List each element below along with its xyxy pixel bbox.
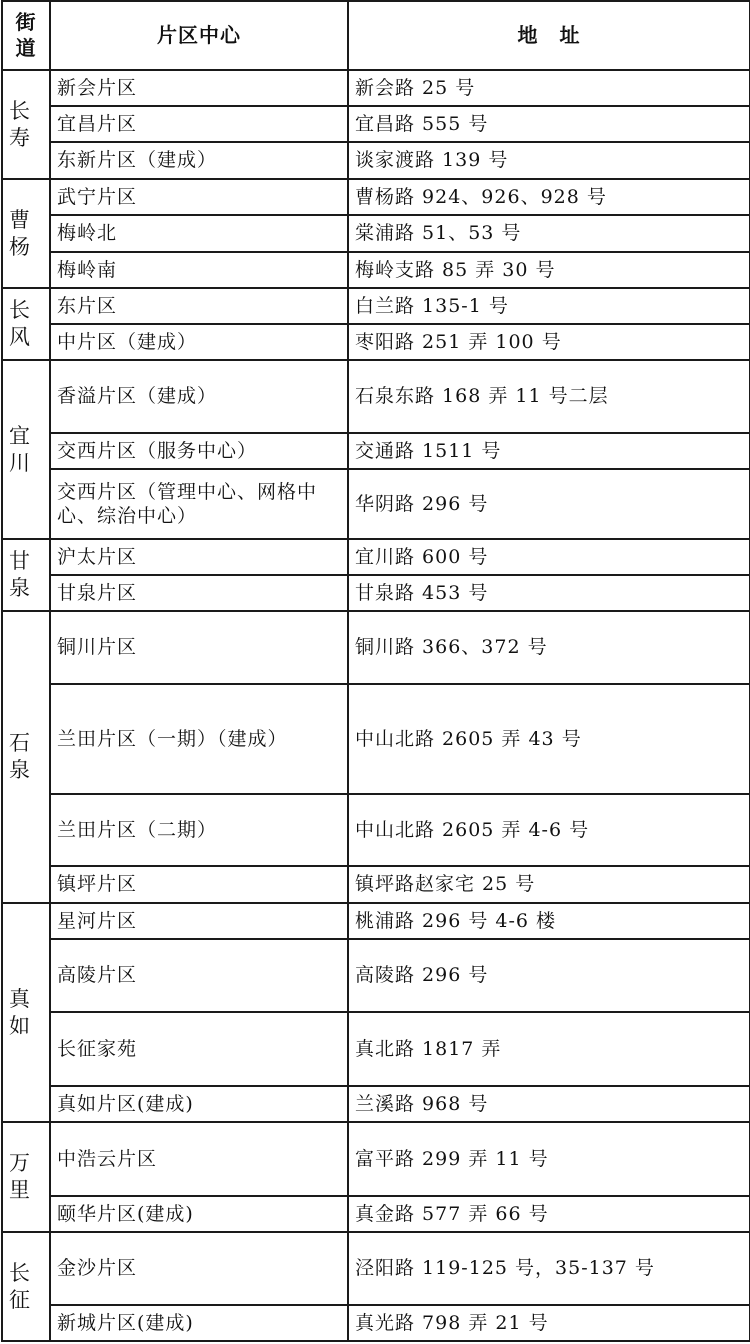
street-name: 曹杨 — [2, 179, 50, 288]
center-name: 颐华片区(建成) — [50, 1196, 348, 1232]
center-name: 新城片区(建成) — [50, 1305, 348, 1341]
table-row — [2, 1305, 750, 1341]
street-name: 真如 — [2, 903, 50, 1122]
address: 甘泉路 453 号 — [348, 575, 750, 611]
address: 交通路 1511 号 — [348, 433, 750, 469]
table-row — [2, 433, 750, 469]
address: 棠浦路 51、53 号 — [348, 215, 750, 252]
table-row — [2, 288, 750, 324]
center-name: 梅岭北 — [50, 215, 348, 252]
table-row — [2, 70, 750, 106]
center-name: 东片区 — [50, 288, 348, 324]
address: 谈家渡路 139 号 — [348, 142, 750, 179]
center-name: 新会片区 — [50, 70, 348, 106]
table-row — [2, 215, 750, 252]
street-name: 宜川 — [2, 360, 50, 539]
table-row — [2, 142, 750, 179]
center-name: 铜川片区 — [50, 611, 348, 684]
table-row — [2, 324, 750, 360]
street-name: 甘泉 — [2, 539, 50, 611]
address: 泾阳路 119-125 号，35-137 号 — [348, 1232, 750, 1305]
center-name: 中片区（建成） — [50, 324, 348, 360]
table-row — [2, 684, 750, 794]
address: 梅岭支路 85 弄 30 号 — [348, 252, 750, 288]
address: 真金路 577 弄 66 号 — [348, 1196, 750, 1232]
table-row — [2, 1232, 750, 1305]
center-name: 真如片区(建成) — [50, 1086, 348, 1122]
center-name: 高陵片区 — [50, 939, 348, 1012]
address: 兰溪路 968 号 — [348, 1086, 750, 1122]
table-row — [2, 939, 750, 1012]
street-name: 万里 — [2, 1122, 50, 1232]
street-name: 石泉 — [2, 611, 50, 903]
header-address: 地 址 — [348, 1, 750, 70]
table-row — [2, 1012, 750, 1086]
center-name: 中浩云片区 — [50, 1122, 348, 1196]
address: 铜川路 366、372 号 — [348, 611, 750, 684]
header-street: 街道 — [2, 1, 50, 70]
address: 宜川路 600 号 — [348, 539, 750, 575]
table-row — [2, 1086, 750, 1122]
center-name: 沪太片区 — [50, 539, 348, 575]
address: 曹杨路 924、926、928 号 — [348, 179, 750, 215]
center-name: 长征家苑 — [50, 1012, 348, 1086]
address: 富平路 299 弄 11 号 — [348, 1122, 750, 1196]
address: 中山北路 2605 弄 43 号 — [348, 684, 750, 794]
address: 高陵路 296 号 — [348, 939, 750, 1012]
table-row — [2, 866, 750, 903]
center-name: 兰田片区（一期）（建成） — [50, 684, 348, 794]
table-row — [2, 539, 750, 575]
table-row — [2, 360, 750, 433]
address: 石泉东路 168 弄 11 号二层 — [348, 360, 750, 433]
address: 桃浦路 296 号 4-6 楼 — [348, 903, 750, 939]
table-row — [2, 469, 750, 539]
table-row — [2, 106, 750, 142]
table-row — [2, 575, 750, 611]
center-name: 金沙片区 — [50, 1232, 348, 1305]
table-row — [2, 611, 750, 684]
center-name: 香溢片区（建成） — [50, 360, 348, 433]
center-name: 东新片区（建成） — [50, 142, 348, 179]
center-name: 兰田片区（二期） — [50, 794, 348, 866]
address: 新会路 25 号 — [348, 70, 750, 106]
table-row — [2, 794, 750, 866]
header-center: 片区中心 — [50, 1, 348, 70]
address: 镇坪路赵家宅 25 号 — [348, 866, 750, 903]
street-name: 长寿 — [2, 70, 50, 179]
address: 华阴路 296 号 — [348, 469, 750, 539]
address: 真光路 798 弄 21 号 — [348, 1305, 750, 1341]
center-name: 武宁片区 — [50, 179, 348, 215]
table-row — [2, 179, 750, 215]
street-name: 长征 — [2, 1232, 50, 1341]
address: 宜昌路 555 号 — [348, 106, 750, 142]
center-name: 宜昌片区 — [50, 106, 348, 142]
street-name: 长风 — [2, 288, 50, 360]
center-name: 梅岭南 — [50, 252, 348, 288]
address: 白兰路 135-1 号 — [348, 288, 750, 324]
center-name: 镇坪片区 — [50, 866, 348, 903]
center-name: 交西片区（管理中心、网格中心、综治中心） — [50, 469, 348, 539]
address: 真北路 1817 弄 — [348, 1012, 750, 1086]
center-name: 交西片区（服务中心） — [50, 433, 348, 469]
table-row — [2, 252, 750, 288]
table-row — [2, 1122, 750, 1196]
address: 枣阳路 251 弄 100 号 — [348, 324, 750, 360]
center-name: 甘泉片区 — [50, 575, 348, 611]
address: 中山北路 2605 弄 4-6 号 — [348, 794, 750, 866]
header-row — [2, 1, 750, 70]
table-row — [2, 903, 750, 939]
district-center-table — [1, 0, 750, 1342]
center-name: 星河片区 — [50, 903, 348, 939]
table-row — [2, 1196, 750, 1232]
